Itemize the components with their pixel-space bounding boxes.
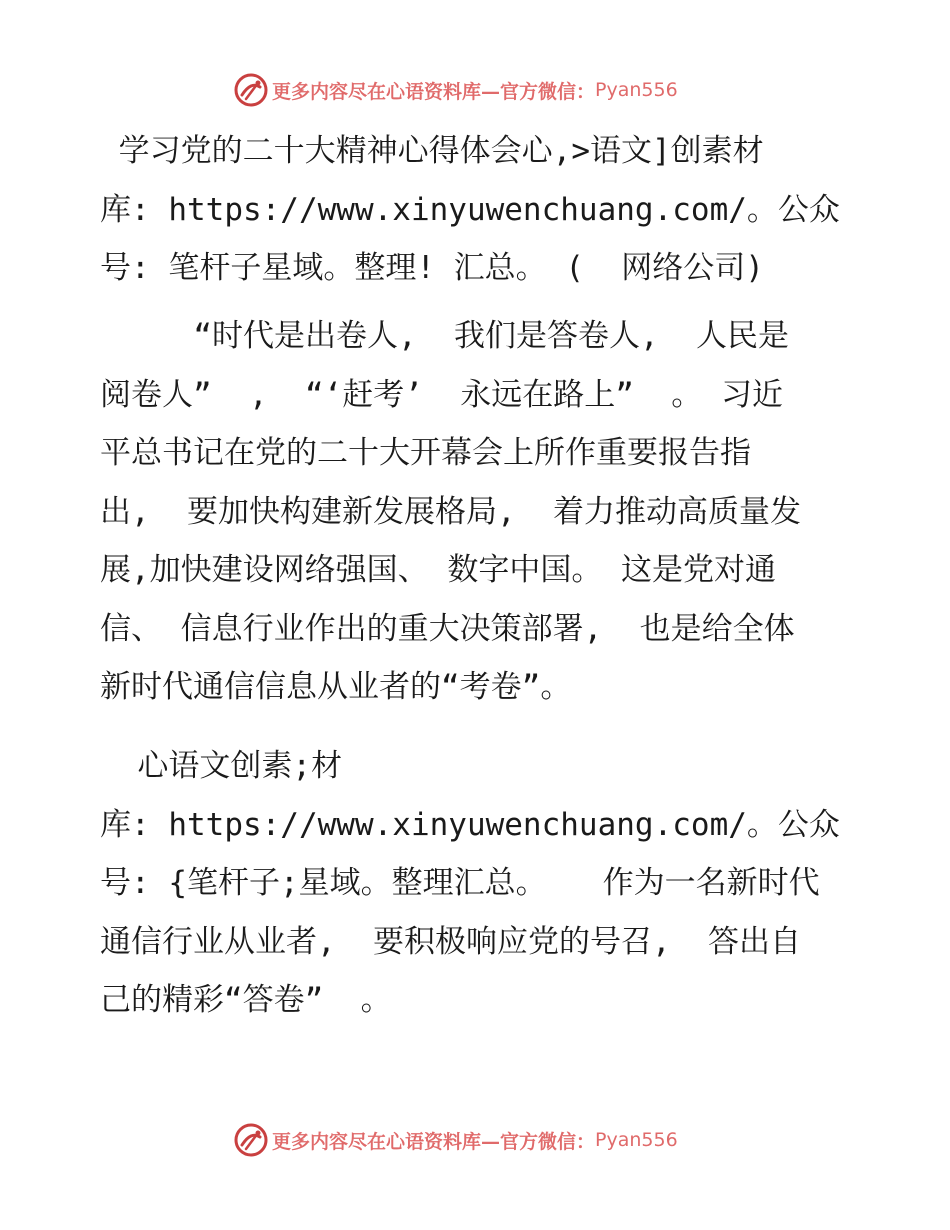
red-seal-logo-icon [232, 71, 270, 109]
text-line: 学习党的二十大精神心得体会心,>语文]创素材 [100, 133, 764, 169]
text-line: 库: https://www.xinyuwenchuang.com/。公众 [100, 806, 840, 843]
watermark-text: 更多内容尽在心语资料库—官方微信： [272, 80, 596, 103]
watermark-wechat-id: Pyan556 [595, 79, 678, 101]
text-line: 出, 要加快构建新发展格局, 着力推动高质量发 [100, 493, 801, 530]
paragraph-1 [100, 122, 880, 298]
paragraph-3 [100, 737, 880, 1030]
text-line: 号: {笔杆子;星域。整理汇总。 作为一名新时代 [100, 865, 820, 901]
text-line: 己的精彩“答卷” 。 [100, 982, 392, 1018]
text-line: 平总书记在党的二十大开幕会上所作重要报告指 [100, 435, 751, 471]
text-line: 信、 信息行业作出的重大决策部署, 也是给全体 [100, 610, 795, 647]
watermark-text: 更多内容尽在心语资料库—官方微信： [272, 1130, 596, 1153]
text-line: 号: 笔杆子星域。整理! 汇总。 ( 网络公司) [100, 250, 764, 286]
watermark-wechat-id: Pyan556 [595, 1129, 678, 1151]
red-seal-logo-icon [232, 1121, 270, 1159]
header-watermark [232, 70, 678, 110]
text-line: 库: https://www.xinyuwenchuang.com/。公众 [100, 191, 840, 228]
footer-watermark [232, 1120, 678, 1160]
text-line: 展,加快建设网络强国、 数字中国。 这是党对通 [100, 552, 776, 588]
text-line: 通信行业从业者, 要积极响应党的号召, 答出自 [100, 923, 801, 960]
text-line: 新时代通信信息从业者的“考卷”。 [100, 669, 572, 705]
paragraph-2 [100, 307, 880, 717]
text-line: 心语文创素;材 [100, 748, 342, 784]
text-line: “时代是出卷人, 我们是答卷人, 人民是 [100, 318, 789, 354]
text-line: 阅卷人” , “‘赶考’ 永远在路上” 。 习近 [100, 376, 783, 413]
